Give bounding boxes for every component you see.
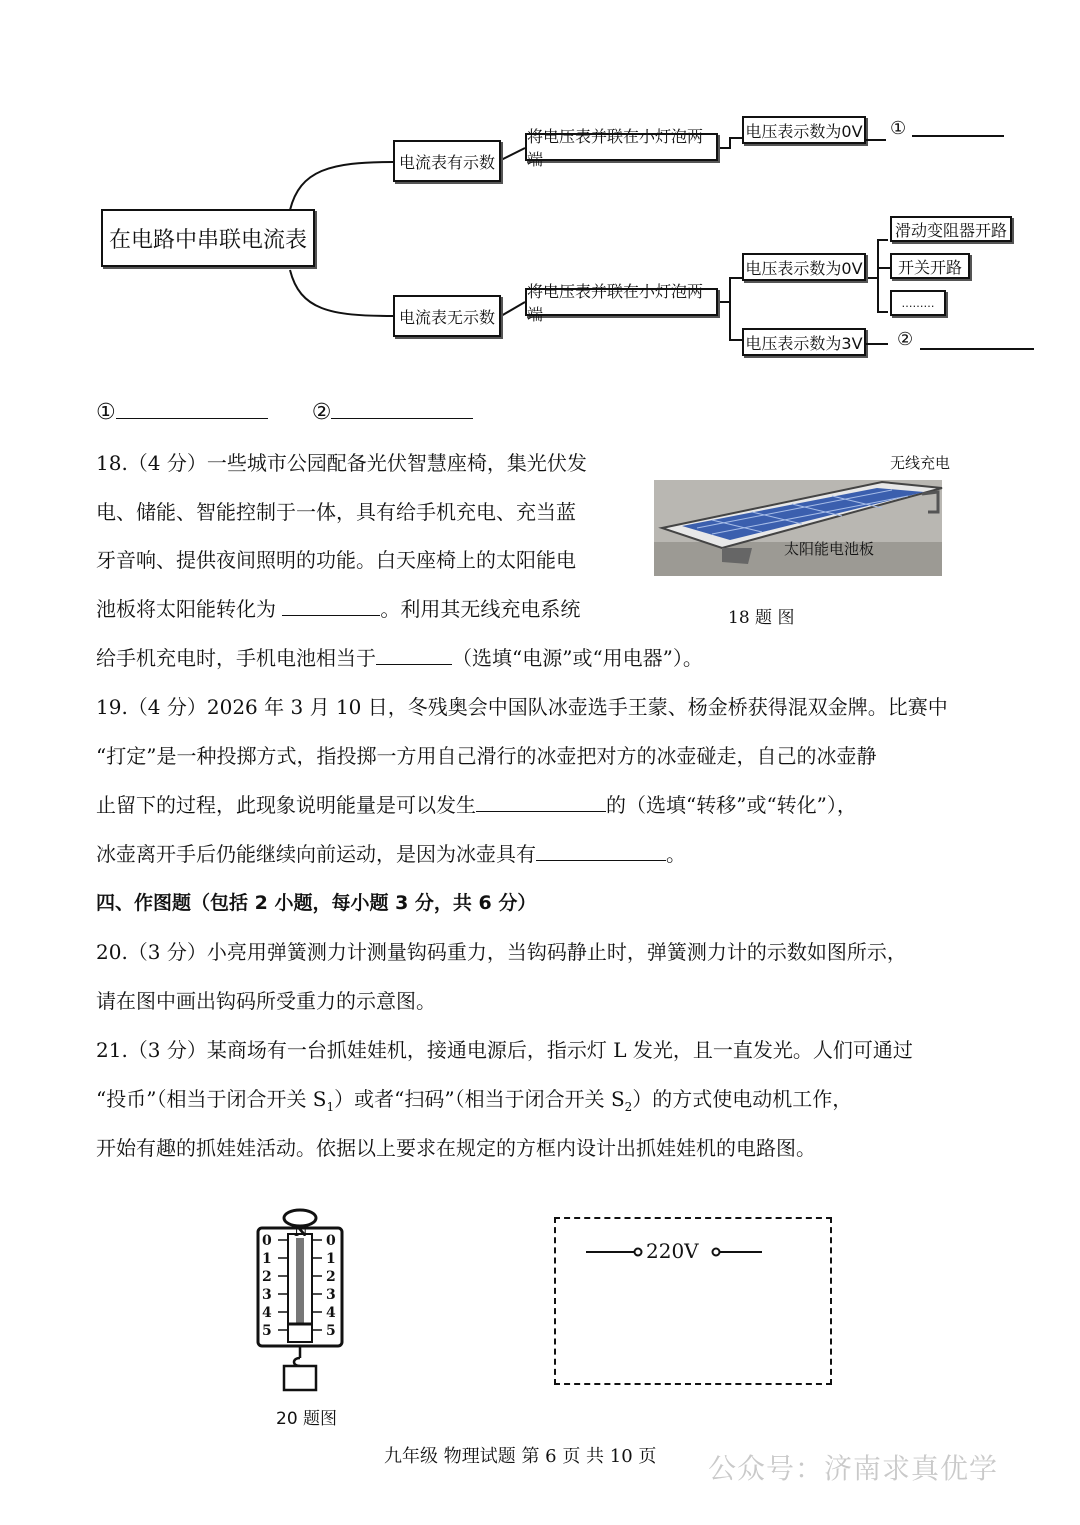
q19-line-3-b: 的（选填“转移”或“转化”）， xyxy=(606,793,857,817)
q18-caption: 18 题 图 xyxy=(728,608,795,628)
q21-sub-1: 1 xyxy=(326,1100,335,1114)
q19-blank-2[interactable] xyxy=(536,860,666,861)
mindmap-action-top: 将电压表并联在小灯泡两端 xyxy=(525,133,718,161)
q18-label-panel: 太阳能电池板 xyxy=(784,540,875,558)
spring-scale-figure xyxy=(248,1208,348,1398)
q19-line-3 xyxy=(96,792,857,818)
scale-tick-label: 0 xyxy=(262,1233,272,1249)
q19-line-1: 19.（4 分）2026 年 3 月 10 日，冬残奥会中国队冰壶选手王蒙、杨金桥获得混双金牌。比赛中 xyxy=(96,695,948,719)
q18-line-2: 电、储能、智能控制于一体，具有给手机充电、充当蓝 xyxy=(96,500,576,524)
mindmap-fault-2: 开关开路 xyxy=(890,253,970,279)
mindmap-action-bottom: 将电压表并联在小灯泡两端 xyxy=(525,288,718,316)
page-footer: 九年级 物理试题 第 6 页 共 10 页 xyxy=(384,1446,657,1467)
scale-tick-label: 5 xyxy=(326,1323,336,1339)
scale-tick-label: 5 xyxy=(262,1323,272,1339)
connector-faults xyxy=(866,240,890,312)
connector-top-action xyxy=(501,148,525,160)
q21-line-2-c: ）的方式使电动机工作， xyxy=(632,1087,853,1111)
connector-root-top xyxy=(290,162,393,210)
scale-numbers-right xyxy=(326,1232,336,1340)
q21-line-1: 21.（3 分）某商场有一台抓娃娃机，接通电源后，指示灯 L 发光，且一直发光。人们可通过 xyxy=(96,1038,913,1062)
mindmap-blank-marker-2: ② xyxy=(897,329,914,350)
q20-line-1: 20.（3 分）小亮用弹簧测力计测量钩码重力，当钩码静止时，弹簧测力计的示数如图所示， xyxy=(96,940,907,964)
q18-line-4-a: 池板将太阳能转化为 xyxy=(96,597,283,621)
scale-tick-label: 3 xyxy=(326,1287,336,1303)
mindmap-blank-marker-1: ① xyxy=(890,118,907,139)
mindmap-branch-bottom: 电流表无示数 xyxy=(393,295,501,337)
mindmap-root: 在电路中串联电流表 xyxy=(101,209,315,267)
scale-tick-label: 1 xyxy=(262,1251,272,1267)
mindmap-fault-1: 滑动变阻器开路 xyxy=(890,216,1012,242)
q18-figure xyxy=(652,452,990,578)
mindmap-bottom-tail xyxy=(866,343,888,345)
voltage-label: 220V xyxy=(646,1239,699,1263)
q18-line-1: 18.（4 分）一些城市公园配备光伏智慧座椅，集光伏发 xyxy=(96,451,587,475)
q18-blank-1[interactable] xyxy=(282,615,380,616)
q21-line-2 xyxy=(96,1086,852,1120)
answer-blank-2[interactable] xyxy=(331,418,473,419)
scale-tick-label: 4 xyxy=(326,1305,336,1321)
connector-top-result xyxy=(718,138,742,148)
mindmap-blank-2 xyxy=(920,348,1034,350)
q18-blank-2[interactable] xyxy=(376,664,452,665)
scale-numbers-left xyxy=(262,1232,272,1340)
section-4-heading: 四、作图题（包括 2 小题，每小题 3 分，共 6 分） xyxy=(96,892,537,914)
q20-line-2: 请在图中画出钩码所受重力的示意图。 xyxy=(96,989,436,1013)
scale-tick-label: 3 xyxy=(262,1287,272,1303)
scale-unit-n: N xyxy=(294,1222,308,1240)
q18-label-wireless: 无线充电 xyxy=(890,454,951,472)
q20-caption: 20 题图 xyxy=(276,1409,338,1429)
scale-tick-label: 0 xyxy=(326,1233,336,1249)
mindmap-bottom-result-1: 电压表示数为0V xyxy=(742,253,866,281)
q21-line-3: 开始有趣的抓娃娃活动。依据以上要求在规定的方框内设计出抓娃娃机的电路图。 xyxy=(96,1136,816,1160)
answer-marker-2: ② xyxy=(311,400,332,425)
q18-line-5-a: 给手机充电时，手机电池相当于 xyxy=(96,646,376,670)
scale-tick-label: 2 xyxy=(326,1269,336,1285)
scale-tick-label: 1 xyxy=(326,1251,336,1267)
connector-root-bottom xyxy=(290,270,393,316)
q21-line-2-a: “投币”（相当于闭合开关 S xyxy=(96,1087,327,1111)
mindmap-branch-top: 电流表有示数 xyxy=(393,140,501,182)
q18-line-4-b: 。利用其无线充电系统 xyxy=(380,597,581,621)
q18-line-3: 牙音响、提供夜间照明的功能。白天座椅上的太阳能电 xyxy=(96,548,576,572)
connector-bottom-results xyxy=(718,278,742,340)
q19-line-4 xyxy=(96,841,686,867)
circuit-drawing-box[interactable] xyxy=(554,1217,832,1385)
scale-tick-label: 2 xyxy=(262,1269,272,1285)
watermark: 公众号：济南求真优学 xyxy=(708,1452,999,1485)
q19-line-4-b: 。 xyxy=(666,842,686,866)
q21-line-2-b: ）或者“扫码”（相当于闭合开关 S xyxy=(334,1087,625,1111)
answer-row xyxy=(96,400,473,426)
q18-line-4 xyxy=(96,596,580,622)
q19-line-3-a: 止留下的过程，此现象说明能量是可以发生 xyxy=(96,793,476,817)
mindmap-fault-3: ……… xyxy=(890,290,946,316)
mindmap-bottom-result-2: 电压表示数为3V xyxy=(742,328,866,356)
q19-blank-1[interactable] xyxy=(476,811,606,812)
q21-sub-2: 2 xyxy=(624,1100,633,1114)
q18-line-5 xyxy=(96,645,703,671)
answer-marker-1: ① xyxy=(96,400,116,425)
mindmap-top-result: 电压表示数为0V xyxy=(742,116,866,144)
q19-line-4-a: 冰壶离开手后仍能继续向前运动，是因为冰壶具有 xyxy=(96,842,536,866)
mindmap-top-tail xyxy=(866,139,886,141)
answer-blank-1[interactable] xyxy=(116,418,268,419)
scale-tick-label: 4 xyxy=(262,1305,272,1321)
mindmap-blank-1 xyxy=(912,135,1004,137)
q19-line-2: “打定”是一种投掷方式，指投掷一方用自己滑行的冰壶把对方的冰壶碰走，自己的冰壶静 xyxy=(96,744,877,768)
connector-bottom-action xyxy=(501,302,525,316)
q18-line-5-b: （选填“电源”或“用电器”）。 xyxy=(452,646,703,670)
